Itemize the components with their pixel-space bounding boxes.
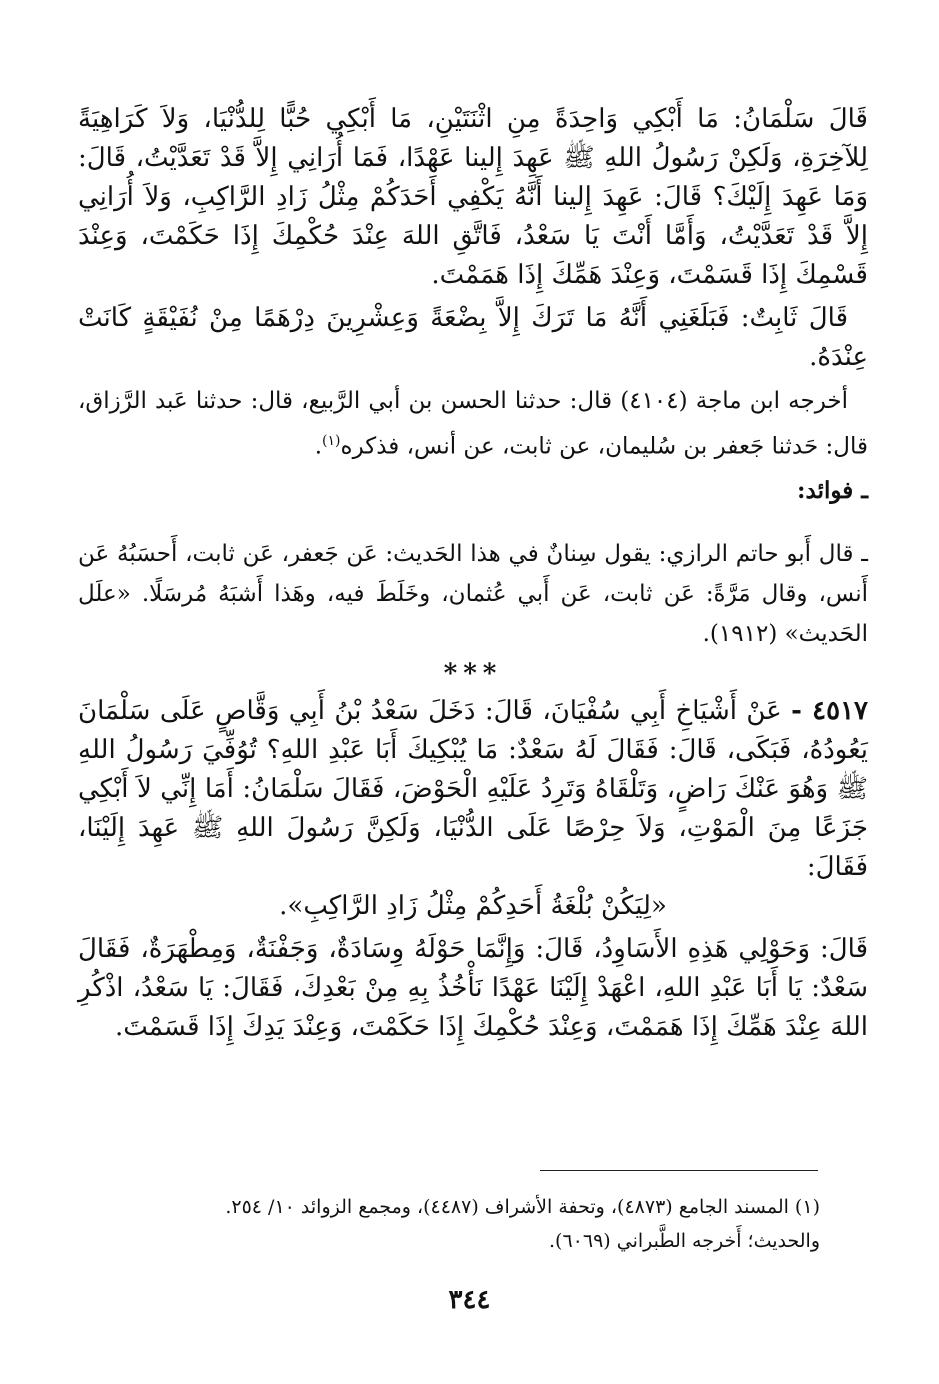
takhrij-paragraph: أخرجه ابن ماجة (٤١٠٤) قال: حدثنا الحسن بن أبي الرَّبيع، قال: حدثنا عَبد الرَّزاق، قال: حَدثنا جَعفر بن سُليمان، عن ثابت، عن أنس، فذكره$^{(١)}$. [78, 388, 868, 460]
prophet-quote: «لِيَكُنْ بُلْغَةُ أَحَدِكُمْ مِثْلُ زَادِ الرَّاكِبِ». [279, 890, 667, 921]
hadith-number: ٤٥١٧ - [791, 695, 869, 726]
footnote-divider [540, 1170, 818, 1171]
benefits-heading: ـ فوائد: [797, 476, 868, 504]
thabit-paragraph: قَالَ ثَابِتٌ: فَبَلَغَنِي أَنَّهُ مَا تَرَكَ إِلاَّ بِضْعَةً وَعِشْرِينَ دِرْهَمًا مِنْ نُفَيْقَةٍ كَانَتْ عِنْدَهُ. [78, 303, 868, 372]
section-separator: *** [443, 658, 503, 689]
footnote-marker[interactable]: (١) [322, 433, 341, 449]
abu-hatim-paragraph: ـ قال أَبو حاتم الرازي: يقول سِنانٌ في هذا الحَديث: عَن جَعفر، عَن ثابت، أَحسَبُهُ عَن أَنس، وقال مَرَّةً: عَن ثابت، عَن أَبي عُثمان، وخَلَطَ فيه، وهَذا أَشبَهُ مُرسَلًا. «علَل الحَديث» (١٩١٢). [78, 540, 868, 647]
footnotes [170, 1190, 820, 1258]
hadith-text: عَنْ أَشْيَاخِ أَبِي سُفْيَانَ، قَالَ: دَخَلَ سَعْدُ بْنُ أَبِي وَقَّاصٍ عَلَى سَلْمَانَ يَعُودُهُ، فَبَكَى، قَالَ: فَقَالَ لَهُ سَعْدٌ: مَا يُبْكِيكَ أَبَا عَبْدِ اللهِ؟ تُوُفِّيَ رَسُولُ اللهِ ﷺ وَهُوَ عَنْكَ رَاضٍ، وَتَلْقَاهُ وَتَرِدُ عَلَيْهِ الْحَوْضَ، فَقَالَ سَلْمَانُ: أَمَا إِنِّي لاَ أَبْكِي جَزَعًا مِنَ الْمَوْتِ، وَلاَ حِرْصًا عَلَى الدُّنْيَا، وَلَكِنَّ رَسُولَ اللهِ ﷺ عَهِدَ إِلَيْنَا، فَقَالَ: [78, 695, 868, 882]
final-paragraph: قَالَ: وَحَوْلِي هَذِهِ الأَسَاوِدُ، قَالَ: وَإِنَّمَا حَوْلَهُ وِسَادَةٌ، وَجَفْنَةٌ، وَمِطْهَرَةٌ، فَقَالَ سَعْدٌ: يَا أَبَا عَبْدِ اللهِ، اعْهَدْ إِلَيْنَا عَهْدًا نَأْخُذُ بِهِ مِنْ بَعْدِكَ، فَقَالَ: يَا سَعْدُ، اذْكُرِ اللهَ عِنْدَ هَمِّكَ إِذَا هَمَمْتَ، وَعِنْدَ حُكْمِكَ إِذَا حَكَمْتَ، وَعِنْدَ يَدِكَ إِذَا قَسَمْتَ. [78, 933, 868, 1042]
page-body [78, 100, 868, 1047]
footnote-line-1: (١) المسند الجامع (٤٨٧٣)، وتحفة الأشراف (٤٤٨٧)، ومجمع الزوائد ١٠/ ٢٥٤. [225, 1196, 820, 1218]
hadith-paragraph [78, 692, 868, 887]
footnote-line-2: والحديث؛ أَخرجه الطَّبراني (٦٠٦٩). [549, 1230, 820, 1252]
salman-paragraph: قَالَ سَلْمَانُ: مَا أَبْكِي وَاحِدَةً مِنِ اثْنَتَيْنِ، مَا أَبْكِي حُبًّا لِلدُّنْيَا، وَلاَ كَرَاهِيَةً لِلآخِرَةِ، وَلَكِنْ رَسُولُ اللهِ ﷺ عَهِدَ إِلينا عَهْدًا، فَمَا أُرَانِي إِلاَّ قَدْ تَعَدَّيْتُ، قَالَ: وَمَا عَهِدَ إِلَيْكَ؟ قَالَ: عَهِدَ إِلينا أَنَّهُ يَكْفِي أَحَدَكُمْ مِثْلُ زَادِ الرَّاكِبِ، وَلاَ أُرَانِي إِلاَّ قَدْ تَعَدَّيْتُ، وَأَمَّا أَنْتَ يَا سَعْدُ، فَاتَّقِ اللهَ عِنْدَ حُكْمِكَ إِذَا حَكَمْتَ، وَعِنْدَ قَسْمِكَ إِذَا قَسَمْتَ، وَعِنْدَ هَمِّكَ إِذَا هَمَمْتَ. [78, 104, 868, 290]
page-number: ٣٤٤ [448, 1285, 491, 1315]
takhrij-text: أخرجه ابن ماجة (٤١٠٤) قال: حدثنا الحسن بن أبي الرَّبيع، قال: حدثنا عَبد الرَّزاق، قال: حَدثنا جَعفر بن سُليمان، عن ثابت، عن أنس، فذكره [78, 388, 868, 460]
